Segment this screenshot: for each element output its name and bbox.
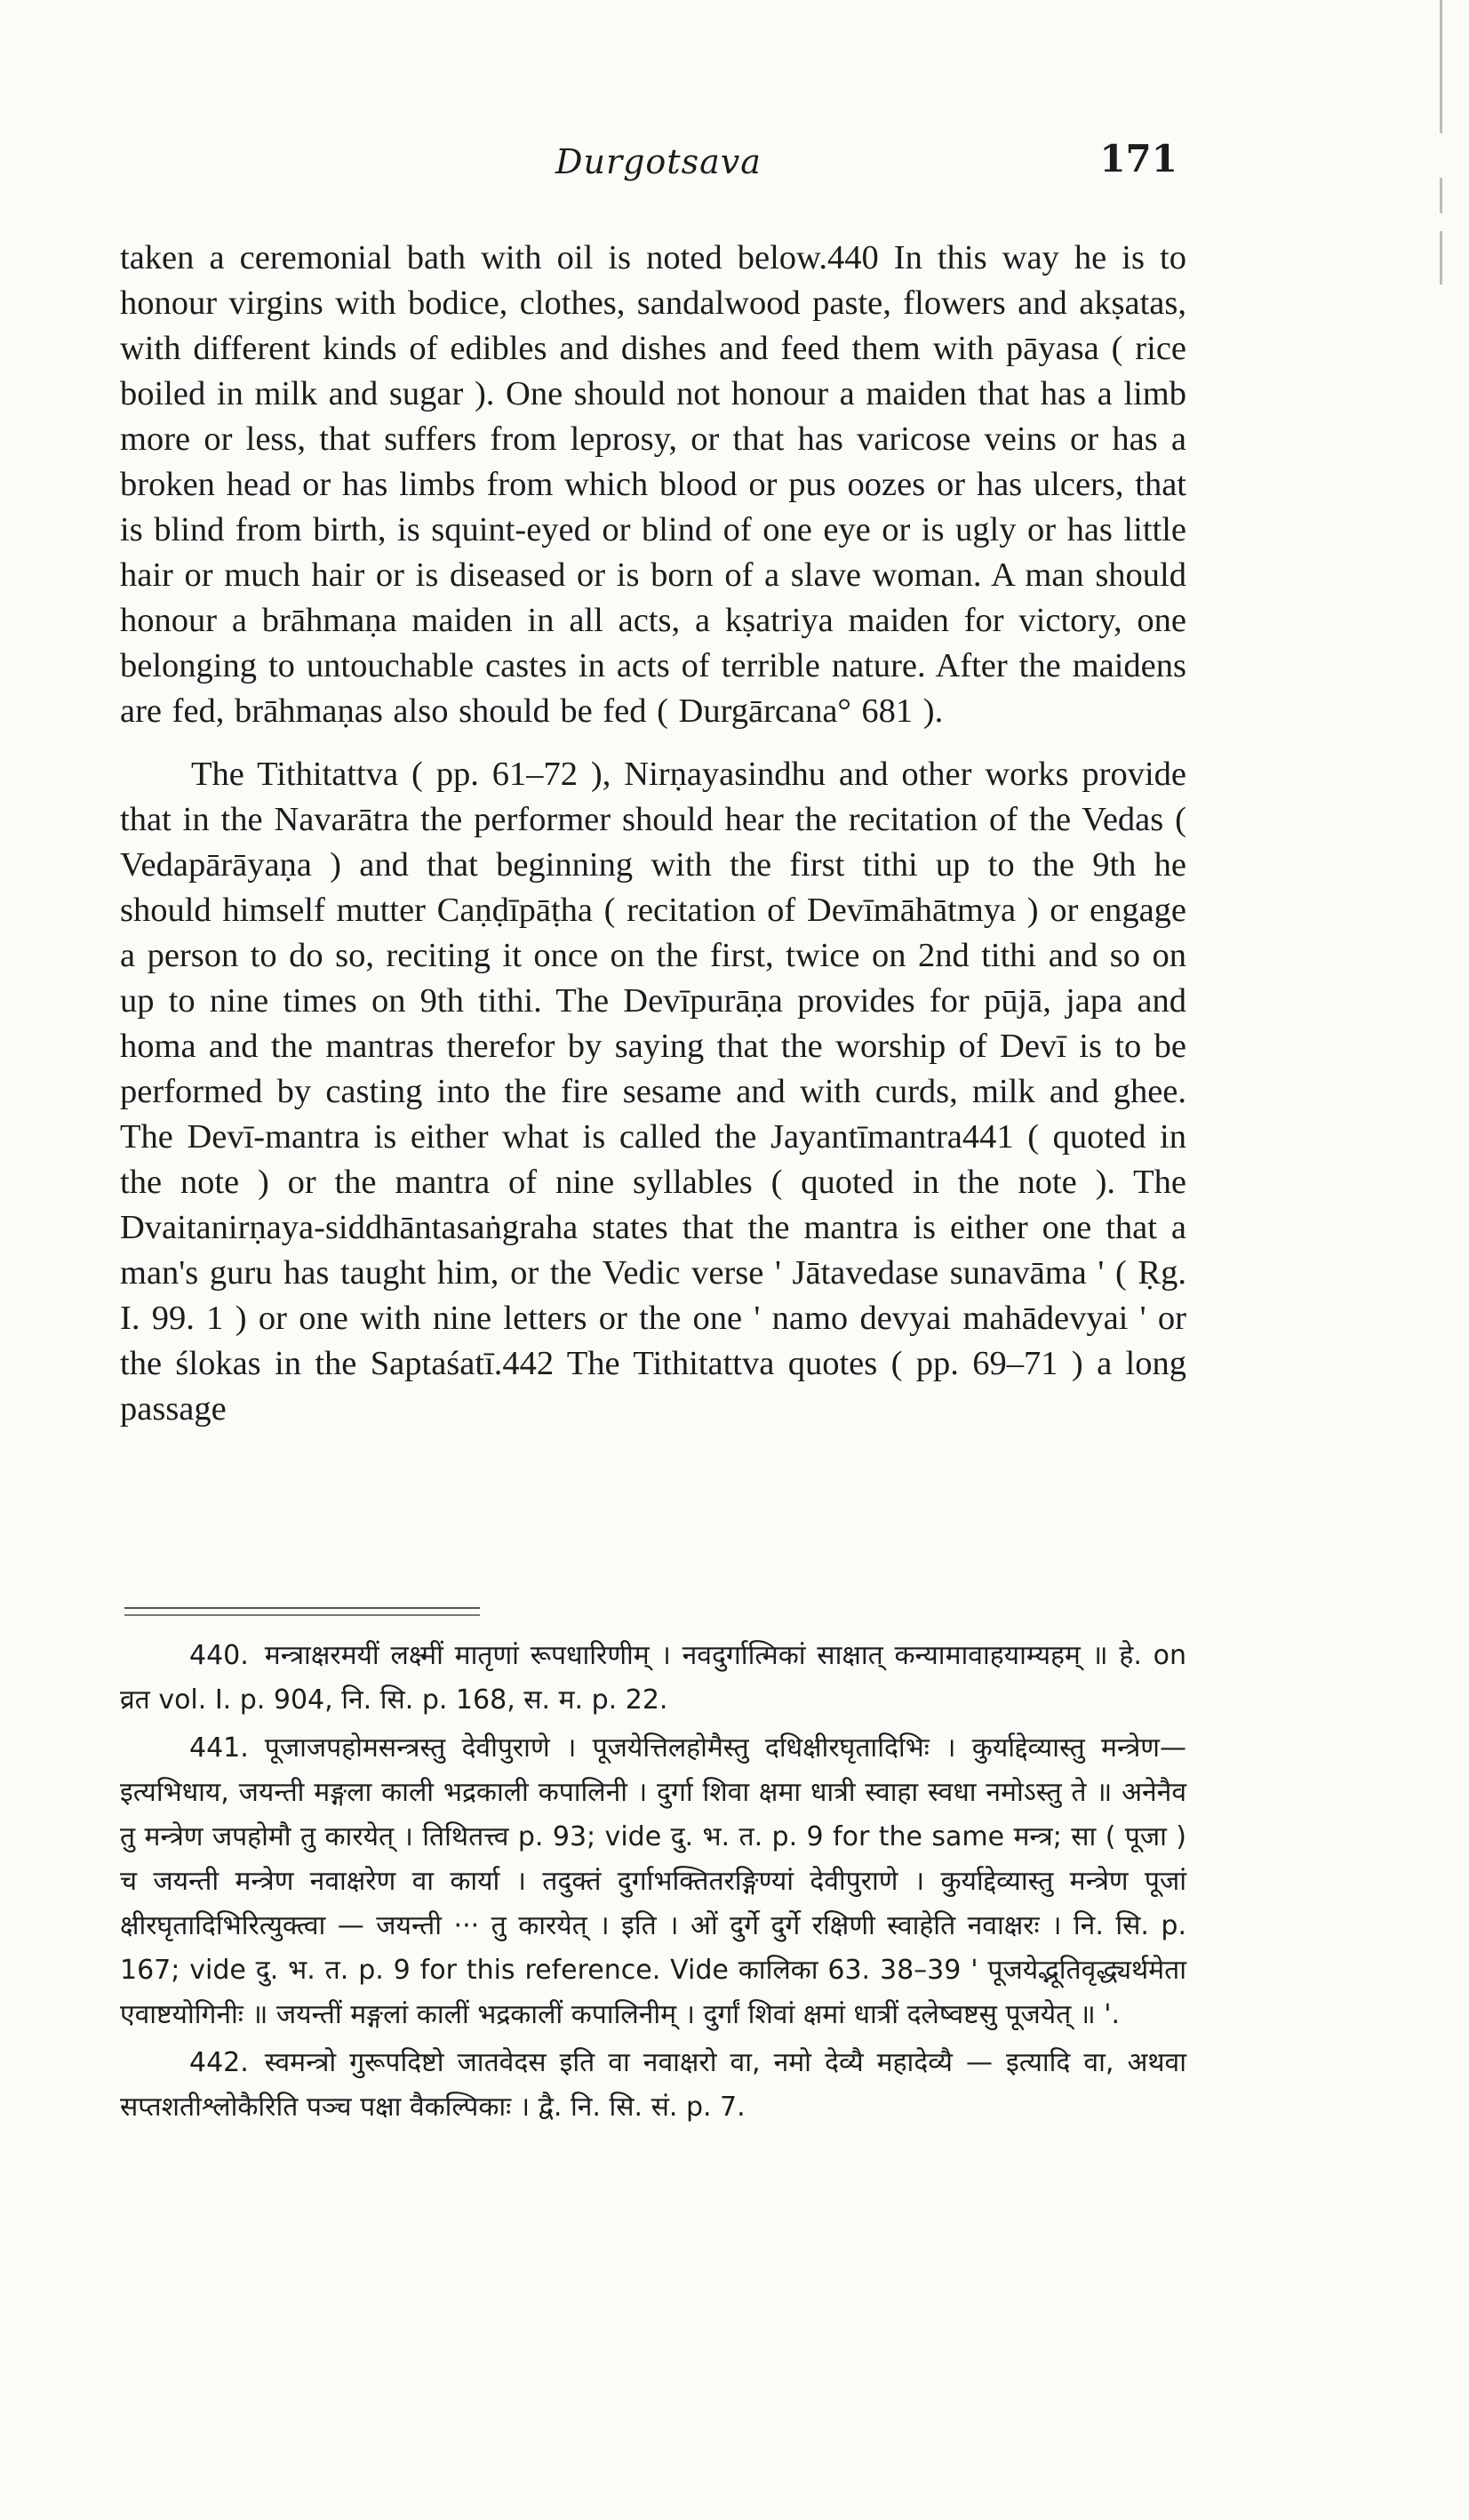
- body-text: [120, 236, 1186, 1432]
- footnote-text: स्वमन्त्रो गुरूपदिष्टो जातवेदस इति वा नवाक्षरो वा, नमो देव्यै महादेव्यै — इत्यादि वा, अथवा सप्तशतीश्लोकैरिति पञ्च पक्षा वैकल्पिकाः । द्वै. नि. सि. सं. p. 7.: [120, 2047, 1186, 2123]
- running-head: [120, 137, 1178, 196]
- running-head-title: Durgotsava: [555, 142, 762, 181]
- page-edge-mark: [1440, 0, 1442, 133]
- page-number: 171: [1099, 137, 1178, 180]
- page-edge-mark: [1440, 231, 1442, 284]
- paragraph-2: The Tithitattva ( pp. 61–72 ), Nirṇayasindhu and other works provide that in the Navarātra the performer should hear the recitation of the Vedas ( Vedapārāyaṇa ) and that beginning with the first tithi up to the 9th he should himself mutter Caṇḍīpāṭha ( recitation of Devīmāhātmya ) or engage a person to do so, reciting it once on the first, twice on 2nd tithi and so on up to nine times on 9th tithi. The Devīpurāṇa provides for pūjā, japa and homa and the mantras therefor by saying that the worship of Devī is to be performed by casting into the fire sesame and with curds, milk and ghee. The Devī-mantra is either what is called the Jayantīmantra441 ( quoted in the note ) or the mantra of nine syllables ( quoted in the note ). The Dvaitanirṇaya-siddhāntasaṅgraha states that the mantra is either one that a man's guru has taught him, or the Vedic verse ' Jātavedase sunavāma ' ( Ṛg. I. 99. 1 ) or one with nine letters or the one ' namo devyai mahādevyai ' or the ślokas in the Saptaśatī.442 The Tithitattva quotes ( pp. 69–71 ) a long passage: [120, 756, 1186, 1428]
- footnote-442: [120, 2041, 1186, 2130]
- footnote-440: [120, 1634, 1186, 1723]
- footnote-rule: [124, 1607, 480, 1616]
- footnote-number: 442.: [189, 2047, 249, 2078]
- footnote-text: पूजाजपहोमसन्त्रस्तु देवीपुराणे । पूजयेत्तिलहोमैस्तु दधिक्षीरघृतादिभिः । कुर्याद्देव्यास्तु मन्त्रेण—इत्यभिधाय, जयन्ती मङ्गला काली भद्रकाली कपालिनी । दुर्गा शिवा क्षमा धात्री स्वाहा स्वधा नमोऽस्तु ते ॥ अनेनैव तु मन्त्रेण जपहोमौ तु कारयेत् । तिथितत्त्व p. 93; vide दु. भ. त. p. 9 for the same मन्त्र; सा ( पूजा ) च जयन्ती मन्त्रेण नवाक्षरेण वा कार्या । तदुक्तं दुर्गाभक्तितरङ्गिण्यां देवीपुराणे । कुर्याद्देव्यास्तु मन्त्रेण पूजां क्षीरघृतादिभिरित्युक्त्वा — जयन्ती ··· तु कारयेत् । इति । ओं दुर्गे दुर्गे रक्षिणी स्वाहेति नवाक्षरः । नि. सि. p. 167; vide दु. भ. त. p. 9 for this reference. Vide कालिका 63. 38–39 ' पूजयेद्भूतिवृद्ध्यर्थमेता एवाष्टयोगिनीः ॥ जयन्तीं मङ्गलां कालीं भद्रकालीं कपालिनीम् । दुर्गां शिवां क्षमां धात्रीं दलेष्वष्टसु पूजयेत् ॥ '.: [120, 1732, 1186, 2030]
- paragraph-1: taken a ceremonial bath with oil is noted below.440 In this way he is to honour virgins with bodice, clothes, sandalwood paste, flowers and akṣatas, with different kinds of edibles and dishes and feed them with pāyasa ( rice boiled in milk and sugar ). One should not honour a maiden that has a limb more or less, that suffers from leprosy, or that has varicose veins or has a broken head or has limbs from which blood or pus oozes or has ulcers, that is blind from birth, is squint-eyed or blind of one eye or is ugly or has little hair or much hair or is diseased or is born of a slave woman. A man should honour a brāhmaṇa maiden in all acts, a kṣatriya maiden for victory, one belonging to untouchable castes in acts of terrible nature. After the maidens are fed, brāhmaṇas also should be fed ( Durgārcana° 681 ).: [120, 239, 1186, 730]
- page-edge-mark: [1440, 178, 1442, 213]
- footnote-441: [120, 1726, 1186, 2037]
- footnote-text: मन्त्राक्षरमयीं लक्ष्मीं मातृणां रूपधारिणीम् । नवदुर्गात्मिकां साक्षात् कन्यामावाहयाम्यहम् ॥ हे. on व्रत vol. I. p. 904, नि. सि. p. 168, स. म. p. 22.: [120, 1640, 1186, 1716]
- footnote-number: 440.: [189, 1640, 249, 1671]
- footnote-number: 441.: [189, 1732, 249, 1764]
- footnotes: [120, 1634, 1186, 2133]
